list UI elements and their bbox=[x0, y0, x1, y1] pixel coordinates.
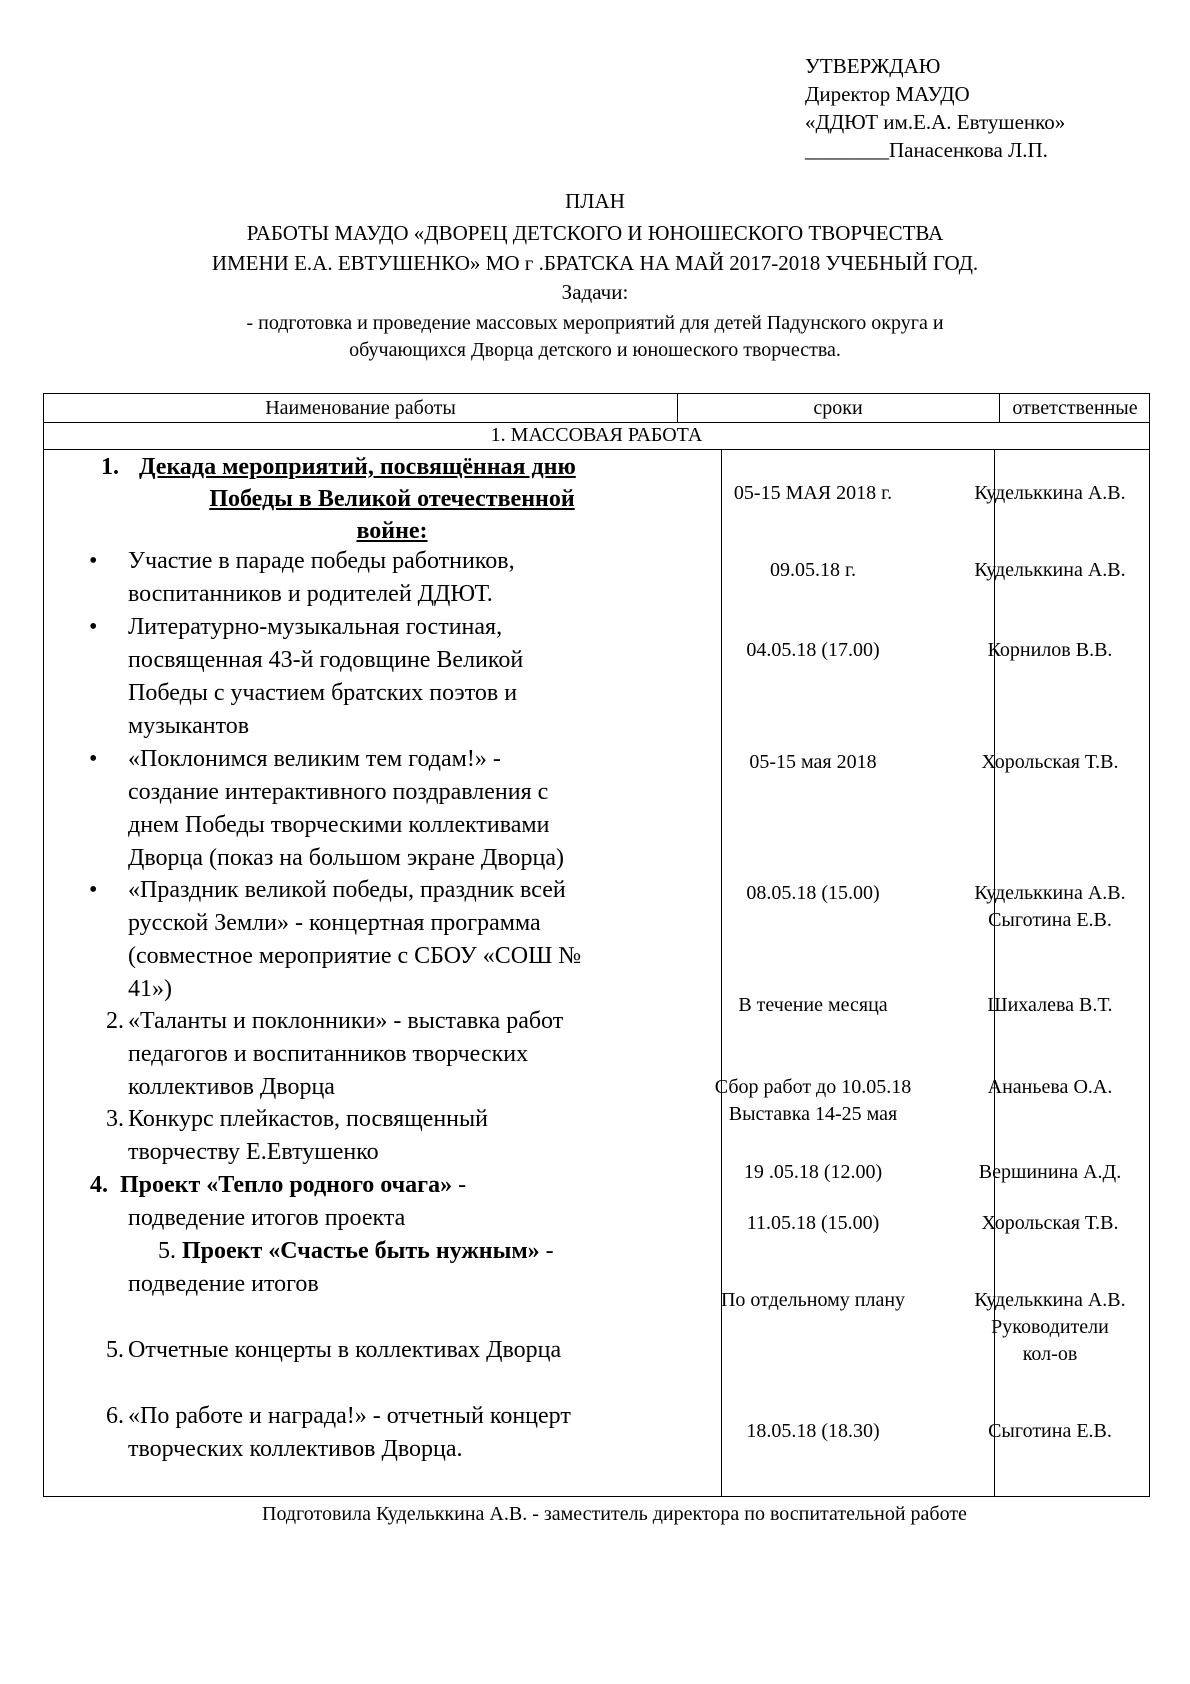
row-name-line: Декада мероприятий, посвящённая дню bbox=[139, 454, 576, 480]
plan-subtitle-2: ИМЕНИ Е.А. ЕВТУШЕНКО» МО г .БРАТСКА НА МАЙ 2017-2018 УЧЕБНЫЙ ГОД. bbox=[211, 251, 979, 275]
row-name-line: Участие в параде победы работников, bbox=[128, 548, 515, 574]
row-date: 05-15 мая 2018 bbox=[749, 751, 877, 773]
header-name: Наименование работы bbox=[265, 397, 456, 419]
approval-block bbox=[805, 52, 1065, 164]
bullet-marker: • bbox=[89, 877, 98, 903]
row-name-line: подведение итогов проекта bbox=[128, 1205, 406, 1231]
row-number: 4. bbox=[90, 1172, 108, 1198]
bullet-marker: • bbox=[89, 614, 98, 640]
row-name-line: «Поклонимся великим тем годам!» - bbox=[128, 746, 501, 772]
row-name-line: «По работе и награда!» - отчетный концерт bbox=[128, 1403, 571, 1429]
row-date: Выставка 14-25 мая bbox=[728, 1103, 898, 1125]
row-responsible: Кудельккина А.В. bbox=[974, 559, 1126, 581]
tasks-line-2: обучающихся Дворца детского и юношеского творчества. bbox=[349, 339, 841, 361]
row-name-bold: Проект «Тепло родного очага» bbox=[120, 1172, 453, 1198]
header-responsible: ответственные bbox=[1012, 397, 1138, 419]
row-responsible: Руководители bbox=[991, 1316, 1109, 1338]
approval-position: Директор МАУДО bbox=[805, 82, 970, 106]
row-date: Сбор работ до 10.05.18 bbox=[714, 1076, 912, 1098]
approval-organization: «ДДЮТ им.Е.А. Евтушенко» bbox=[805, 110, 1066, 134]
row-name-line: Победы в Великой отечественной bbox=[209, 486, 575, 512]
approval-title: УТВЕРЖДАЮ bbox=[805, 54, 941, 78]
row-name-line: коллективов Дворца bbox=[128, 1074, 335, 1100]
row-date: 04.05.18 (17.00) bbox=[746, 639, 880, 661]
row-name-line: подведение итогов bbox=[128, 1271, 319, 1297]
row-name-line: посвященная 43-й годовщине Великой bbox=[128, 647, 524, 673]
row-name-line: русской Земли» - концертная программа bbox=[128, 910, 541, 936]
row-name-rest: - bbox=[452, 1172, 467, 1198]
row-name-bold: Проект «Счастье быть нужным» bbox=[182, 1238, 540, 1264]
row-number: 5. bbox=[158, 1238, 182, 1264]
tasks-heading: Задачи: bbox=[561, 280, 629, 304]
row-name-line: творчеству Е.Евтушенко bbox=[128, 1139, 379, 1165]
row-date: 09.05.18 г. bbox=[770, 559, 856, 581]
row-name-line: воспитанников и родителей ДДЮТ. bbox=[128, 581, 493, 607]
row-name-line: (совместное мероприятие с СБОУ «СОШ № bbox=[128, 943, 582, 969]
work-plan-table bbox=[43, 393, 1150, 1497]
row-number: 1. bbox=[101, 454, 119, 480]
row-number: 5. bbox=[106, 1337, 124, 1363]
bullet-marker: • bbox=[89, 548, 98, 574]
row-name-line: музыкантов bbox=[128, 713, 250, 739]
row-responsible: Корнилов В.В. bbox=[987, 639, 1113, 661]
plan-subtitle-1: РАБОТЫ МАУДО «ДВОРЕЦ ДЕТСКОГО И ЮНОШЕСКОГО ТВОРЧЕСТВА bbox=[246, 221, 944, 245]
row-name-line: создание интерактивного поздравления с bbox=[128, 779, 549, 805]
row-number: 2. bbox=[106, 1008, 124, 1034]
row-name-rest: - bbox=[539, 1238, 554, 1264]
row-responsible: Кудельккина А.В. bbox=[974, 1289, 1126, 1311]
row-responsible: Ананьева О.А. bbox=[987, 1076, 1113, 1098]
row-date: 05-15 МАЯ 2018 г. bbox=[733, 482, 893, 504]
row-date: В течение месяца bbox=[738, 994, 888, 1016]
row-name-line: Конкурс плейкастов, посвященный bbox=[128, 1106, 488, 1132]
bullet-marker: • bbox=[89, 746, 98, 772]
row-number: 3. bbox=[106, 1106, 124, 1132]
row-responsible: Сыготина Е.В. bbox=[988, 1420, 1112, 1442]
row-number: 6. bbox=[106, 1403, 124, 1429]
tasks-line-1: - подготовка и проведение массовых мероприятий для детей Падунского округа и bbox=[246, 312, 944, 334]
header-dates: сроки bbox=[813, 397, 863, 419]
row-date: 08.05.18 (15.00) bbox=[746, 882, 880, 904]
row-responsible: Хорольская Т.В. bbox=[981, 751, 1119, 773]
row-name-line: педагогов и воспитанников творческих bbox=[128, 1041, 529, 1067]
row-date: 11.05.18 (15.00) bbox=[746, 1212, 880, 1234]
prepared-by: Подготовила Кудельккина А.В. - заместитель директора по воспитательной работе bbox=[262, 1503, 967, 1525]
column-divider bbox=[721, 449, 722, 1496]
row-responsible: кол-ов bbox=[1022, 1343, 1078, 1365]
row-name-line: «Таланты и поклонники» - выставка работ bbox=[128, 1008, 564, 1034]
row-date: По отдельному плану bbox=[720, 1289, 906, 1311]
row-name-line: Отчетные концерты в коллективах Дворца bbox=[128, 1337, 562, 1363]
row-date: 18.05.18 (18.30) bbox=[746, 1420, 880, 1442]
plan-title: ПЛАН bbox=[565, 189, 625, 213]
row-divider bbox=[44, 449, 1149, 450]
row-name-line: Литературно-музыкальная гостиная, bbox=[128, 614, 503, 640]
row-name-line: Победы с участием братских поэтов и bbox=[128, 680, 518, 706]
row-name-line: творческих коллективов Дворца. bbox=[128, 1436, 463, 1462]
row-name-line: днем Победы творческими коллективами bbox=[128, 812, 550, 838]
row-name-line: войне: bbox=[356, 518, 428, 544]
row-responsible: Хорольская Т.В. bbox=[981, 1212, 1119, 1234]
row-responsible: Кудельккина А.В. bbox=[974, 482, 1126, 504]
section-title: 1. МАССОВАЯ РАБОТА bbox=[490, 424, 703, 446]
row-responsible: Вершинина А.Д. bbox=[978, 1161, 1122, 1183]
row-name-line: 41») bbox=[128, 976, 172, 1002]
row-date: 19 .05.18 (12.00) bbox=[743, 1161, 883, 1183]
row-responsible: Кудельккина А.В. bbox=[974, 882, 1126, 904]
row-name-line: Дворца (показ на большом экране Дворца) bbox=[128, 845, 564, 871]
row-name-line: «Праздник великой победы, праздник всей bbox=[128, 877, 566, 903]
approval-signature: ________Панасенкова Л.П. bbox=[805, 138, 1048, 162]
row-responsible: Сыготина Е.В. bbox=[988, 909, 1112, 931]
row-responsible: Шихалева В.Т. bbox=[987, 994, 1113, 1016]
